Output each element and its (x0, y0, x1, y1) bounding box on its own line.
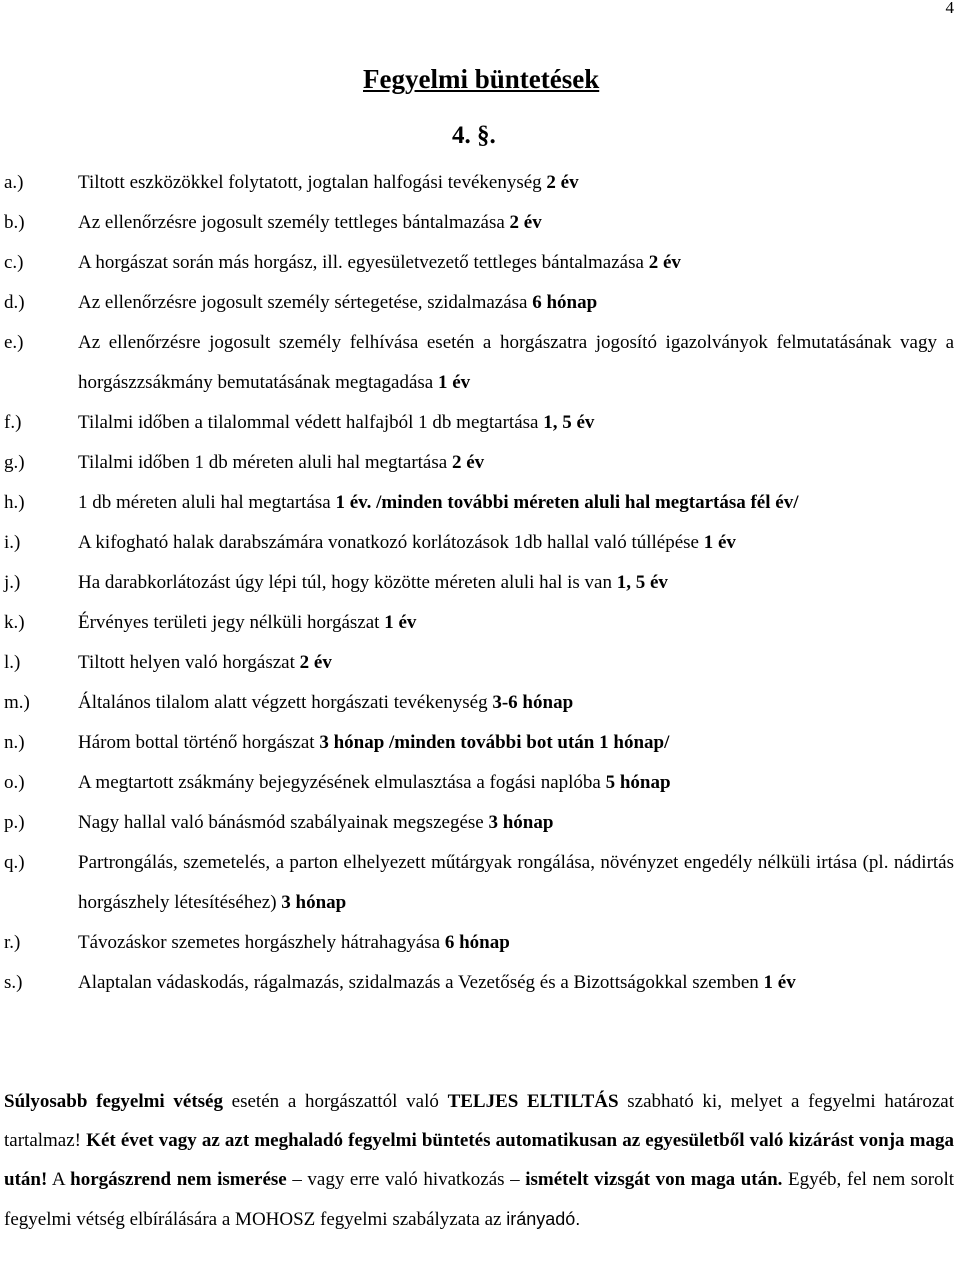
item-penalty: 2 év (546, 172, 579, 193)
item-label: f.) (4, 412, 22, 433)
footer-text-8: – vagy erre való hivatkozás – (292, 1169, 520, 1191)
list-item (4, 652, 954, 674)
item-text (78, 412, 954, 434)
item-text (78, 652, 954, 674)
item-label: p.) (4, 812, 25, 833)
item-text (78, 172, 954, 194)
item-penalty: 1 év (384, 612, 417, 633)
list-item (4, 212, 954, 234)
item-penalty: 3 hónap (319, 732, 385, 753)
item-label: a.) (4, 172, 24, 193)
section-number: 4. §. (452, 122, 496, 149)
item-description: Az ellenőrzésre jogosult személy tettleges bántalmazása (78, 212, 505, 233)
list-item (4, 452, 954, 474)
item-label: c.) (4, 252, 24, 273)
list-item (4, 532, 954, 554)
list-item (4, 252, 954, 274)
list-item (4, 692, 954, 714)
footer-paragraph (4, 1082, 954, 1239)
item-extra-penalty: /minden további bot után 1 hónap/ (389, 732, 670, 753)
item-text (78, 212, 954, 234)
list-item (4, 292, 954, 314)
item-label: g.) (4, 452, 25, 473)
item-description: Az ellenőrzésre jogosult személy felhívása esetén a horgászatra jogosító igazolványok felmutatásának vagy a horgászzsákmány bemutatásának megtagadása (78, 332, 954, 393)
item-penalty: 3 hónap (281, 892, 347, 913)
item-description: A horgászat során más horgász, ill. egyesületvezető tettleges bántalmazása (78, 252, 644, 273)
footer-bold-1: Súlyosabb fegyelmi vétség (4, 1091, 223, 1112)
item-description: Tilalmi időben a tilalommal védett halfajból 1 db megtartása (78, 412, 539, 433)
item-text (78, 292, 954, 314)
item-text (78, 323, 954, 403)
item-label: l.) (4, 652, 21, 673)
item-description: Ha darabkorlátozást úgy lépi túl, hogy közötte méreten aluli hal is van (78, 572, 612, 593)
item-text (78, 692, 954, 714)
item-label: d.) (4, 292, 25, 313)
item-label: j.) (4, 572, 21, 593)
item-penalty: 3 hónap (488, 812, 554, 833)
item-label: m.) (4, 692, 30, 713)
page-number: 4 (945, 0, 954, 17)
list-item (4, 772, 954, 794)
item-penalty: 3-6 hónap (492, 692, 574, 713)
item-text (78, 532, 954, 554)
list-item (4, 612, 954, 634)
item-description: Három bottal történő horgászat (78, 732, 315, 753)
list-item (4, 412, 954, 434)
page-title: Fegyelmi büntetések (363, 64, 600, 94)
item-description: Az ellenőrzésre jogosult személy sértegetése, szidalmazása (78, 292, 528, 313)
list-item (4, 852, 954, 923)
item-description: Tilalmi időben 1 db méreten aluli hal megtartása (78, 452, 448, 473)
item-label: h.) (4, 492, 25, 513)
item-text (78, 492, 954, 514)
item-penalty: 1, 5 év (616, 572, 668, 593)
item-label: r.) (4, 932, 21, 953)
footer-bold-7: horgászrend nem ismerése (70, 1169, 287, 1191)
item-penalty: 2 év (648, 252, 681, 273)
footer-text-2: esetén a horgászattól való (231, 1091, 439, 1112)
list-item (4, 812, 954, 834)
item-text (78, 612, 954, 634)
item-text (78, 252, 954, 274)
footer-text-10: Egyéb, fel nem sorolt fegyelmi vétség elbírálására a MOHOSZ fegyelmi szabályzata az (4, 1169, 955, 1230)
item-description: Nagy hallal való bánásmód szabályainak megszegése (78, 812, 484, 833)
item-description: Távozáskor szemetes horgászhely hátrahagyása (78, 932, 441, 953)
item-text (78, 932, 954, 954)
item-penalty: 2 év (451, 452, 485, 473)
footer-text-11: irányadó. (506, 1208, 581, 1229)
item-penalty: 5 hónap (605, 772, 671, 793)
footer-text-6: A (51, 1169, 65, 1191)
item-penalty: 2 év (509, 212, 542, 233)
item-text (78, 452, 954, 474)
footer-bold-9: ismételt vizsgát von maga után. (525, 1169, 783, 1191)
item-label: b.) (4, 212, 25, 233)
item-penalty: 6 hónap (532, 292, 598, 313)
item-penalty: 6 hónap (444, 932, 510, 953)
item-description: Érvényes területi jegy nélküli horgászat (78, 612, 380, 633)
item-label: s.) (4, 972, 23, 993)
item-text (78, 812, 954, 834)
list-item (4, 572, 954, 594)
item-description: Általános tilalom alatt végzett horgászati tevékenység (78, 692, 488, 713)
item-description: Tiltott eszközökkel folytatott, jogtalan halfogási tevékenység (78, 172, 542, 193)
item-label: i.) (4, 532, 21, 553)
list-item (4, 972, 954, 994)
list-item (4, 492, 954, 514)
item-extra-penalty: /minden további méreten aluli hal megtartása fél év/ (376, 492, 799, 513)
item-label: o.) (4, 772, 25, 793)
footer-bold-3: TELJES ELTILTÁS (447, 1091, 619, 1112)
list-item (4, 732, 954, 754)
item-penalty: 2 év (299, 652, 332, 673)
footer-bold-5: Két évet vagy az azt meghaladó fegyelmi büntetés automatikusan az egyesületből való kizárást vonja maga után! (4, 1130, 955, 1191)
item-text (78, 843, 954, 923)
item-penalty: 1, 5 év (543, 412, 595, 433)
item-description: Alaptalan vádaskodás, rágalmazás, szidalmazás a Vezetőség és a Bizottságokkal szemben (78, 972, 759, 993)
item-description: Partrongálás, szemetelés, a parton elhelyezett műtárgyak rongálása, növényzet engedély nélküli irtása (pl. nádirtás horgászhely létesítéséhez) (78, 852, 954, 913)
item-text (78, 772, 954, 794)
item-penalty: 1 év (763, 972, 796, 993)
item-label: k.) (4, 612, 25, 633)
item-label: e.) (4, 332, 24, 353)
list-item (4, 172, 954, 194)
item-penalty: 1 év (703, 532, 736, 553)
item-text (78, 732, 954, 754)
item-description: Tiltott helyen való horgászat (78, 652, 295, 673)
list-item (4, 332, 954, 403)
item-penalty: 1 év. (335, 492, 372, 513)
item-label: q.) (4, 852, 25, 873)
item-text (78, 572, 954, 594)
item-text (78, 972, 954, 994)
list-item (4, 932, 954, 954)
item-penalty: 1 év (437, 372, 471, 393)
item-label: n.) (4, 732, 25, 753)
footer-text-4: szabható ki, melyet a fegyelmi határozat tartalmaz! (4, 1091, 954, 1152)
item-description: A megtartott zsákmány bejegyzésének elmulasztása a fogási naplóba (78, 772, 601, 793)
item-description: 1 db méreten aluli hal megtartása (78, 492, 331, 513)
item-description: A kifogható halak darabszámára vonatkozó korlátozások 1db hallal való túllépése (78, 532, 699, 553)
